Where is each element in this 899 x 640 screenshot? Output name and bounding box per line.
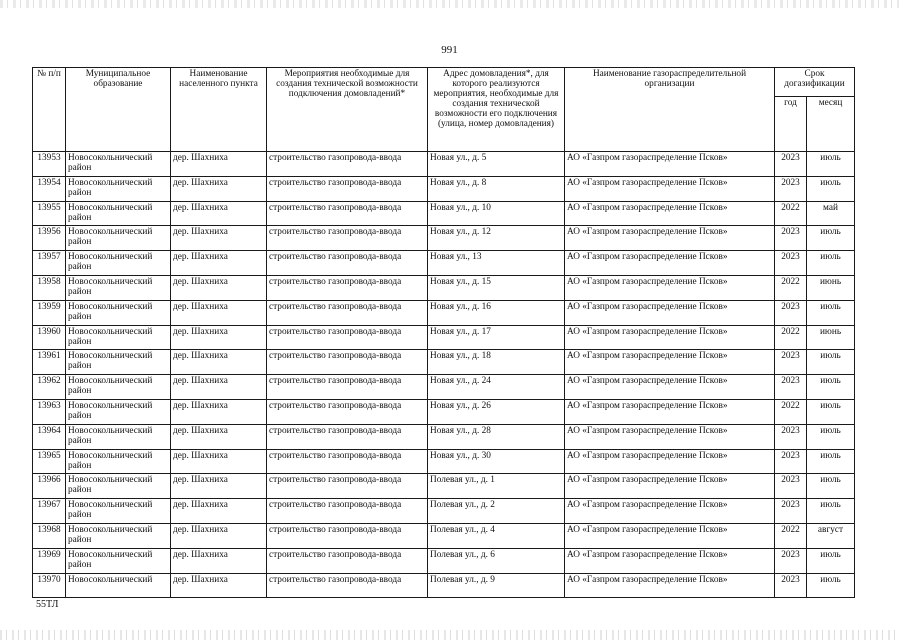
header-organization: Наименование газораспределительной организации — [565, 68, 775, 152]
cell-settlement: дер. Шахниха — [171, 275, 267, 300]
header-num: № п/п — [33, 68, 66, 152]
cell-year: 2022 — [775, 325, 807, 350]
cell-year: 2022 — [775, 523, 807, 548]
cell-organization: АО «Газпром газораспределение Псков» — [565, 251, 775, 276]
cell-num: 13962 — [33, 375, 66, 400]
cell-month: июль — [807, 300, 855, 325]
cell-municipality: Новосокольнический район — [66, 275, 171, 300]
gasification-table — [32, 67, 855, 598]
cell-address: Полевая ул., д. 4 — [428, 523, 565, 548]
table-row — [33, 499, 855, 524]
cell-measure: строительство газопровода-ввода — [267, 375, 428, 400]
cell-measure: строительство газопровода-ввода — [267, 523, 428, 548]
cell-municipality: Новосокольнический район — [66, 375, 171, 400]
table-row — [33, 350, 855, 375]
cell-settlement: дер. Шахниха — [171, 474, 267, 499]
cell-address: Новая ул., 13 — [428, 251, 565, 276]
cell-year: 2023 — [775, 548, 807, 573]
cell-month: июль — [807, 573, 855, 598]
table-row — [33, 251, 855, 276]
cell-year: 2023 — [775, 152, 807, 177]
cell-num: 13960 — [33, 325, 66, 350]
cell-address: Новая ул., д. 24 — [428, 375, 565, 400]
cell-address: Новая ул., д. 17 — [428, 325, 565, 350]
cell-month: июль — [807, 399, 855, 424]
cell-year: 2023 — [775, 226, 807, 251]
cell-settlement: дер. Шахниха — [171, 523, 267, 548]
cell-settlement: дер. Шахниха — [171, 226, 267, 251]
cell-year: 2023 — [775, 176, 807, 201]
cell-address: Новая ул., д. 10 — [428, 201, 565, 226]
cell-month: июнь — [807, 275, 855, 300]
cell-month: июль — [807, 226, 855, 251]
cell-num: 13966 — [33, 474, 66, 499]
cell-settlement: дер. Шахниха — [171, 300, 267, 325]
cell-organization: АО «Газпром газораспределение Псков» — [565, 424, 775, 449]
cell-address: Полевая ул., д. 1 — [428, 474, 565, 499]
cell-month: август — [807, 523, 855, 548]
cell-measure: строительство газопровода-ввода — [267, 399, 428, 424]
cell-year: 2023 — [775, 573, 807, 598]
cell-organization: АО «Газпром газораспределение Псков» — [565, 375, 775, 400]
cell-num: 13967 — [33, 499, 66, 524]
cell-measure: строительство газопровода-ввода — [267, 226, 428, 251]
cell-measure: строительство газопровода-ввода — [267, 251, 428, 276]
cell-num: 13955 — [33, 201, 66, 226]
cell-month: июль — [807, 152, 855, 177]
cell-num: 13957 — [33, 251, 66, 276]
cell-measure: строительство газопровода-ввода — [267, 152, 428, 177]
cell-month: июль — [807, 449, 855, 474]
table-row — [33, 523, 855, 548]
cell-measure: строительство газопровода-ввода — [267, 176, 428, 201]
cell-municipality: Новосокольнический район — [66, 548, 171, 573]
cell-settlement: дер. Шахниха — [171, 499, 267, 524]
cell-settlement: дер. Шахниха — [171, 176, 267, 201]
header-address: Адрес домовладения*, для которого реализуются мероприятия, необходимые для создания технической возможности его подключения (улица, номер домовладения) — [428, 68, 565, 152]
cell-measure: строительство газопровода-ввода — [267, 573, 428, 598]
cell-num: 13968 — [33, 523, 66, 548]
scan-edge-top — [0, 0, 899, 8]
cell-settlement: дер. Шахниха — [171, 424, 267, 449]
cell-organization: АО «Газпром газораспределение Псков» — [565, 275, 775, 300]
cell-municipality: Новосокольнический район — [66, 424, 171, 449]
cell-year: 2023 — [775, 499, 807, 524]
header-year: год — [775, 97, 807, 152]
cell-year: 2023 — [775, 251, 807, 276]
cell-num: 13965 — [33, 449, 66, 474]
cell-organization: АО «Газпром газораспределение Псков» — [565, 573, 775, 598]
page-number: 991 — [441, 44, 458, 56]
table-row — [33, 300, 855, 325]
cell-month: июль — [807, 548, 855, 573]
cell-measure: строительство газопровода-ввода — [267, 449, 428, 474]
cell-organization: АО «Газпром газораспределение Псков» — [565, 499, 775, 524]
header-month: месяц — [807, 97, 855, 152]
cell-municipality: Новосокольнический — [66, 573, 171, 598]
cell-settlement: дер. Шахниха — [171, 449, 267, 474]
cell-month: июль — [807, 375, 855, 400]
cell-measure: строительство газопровода-ввода — [267, 350, 428, 375]
cell-address: Новая ул., д. 26 — [428, 399, 565, 424]
cell-measure: строительство газопровода-ввода — [267, 275, 428, 300]
cell-municipality: Новосокольнический район — [66, 474, 171, 499]
header-deadline: Срок догазификации — [775, 68, 855, 97]
cell-municipality: Новосокольнический район — [66, 226, 171, 251]
cell-month: июль — [807, 350, 855, 375]
cell-organization: АО «Газпром газораспределение Псков» — [565, 449, 775, 474]
cell-municipality: Новосокольнический район — [66, 449, 171, 474]
cell-num: 13961 — [33, 350, 66, 375]
cell-year: 2023 — [775, 300, 807, 325]
cell-year: 2022 — [775, 201, 807, 226]
cell-settlement: дер. Шахниха — [171, 251, 267, 276]
cell-settlement: дер. Шахниха — [171, 152, 267, 177]
cell-year: 2023 — [775, 350, 807, 375]
cell-address: Полевая ул., д. 6 — [428, 548, 565, 573]
footer-code: 55ТЛ — [36, 599, 59, 610]
cell-num: 13956 — [33, 226, 66, 251]
cell-num: 13964 — [33, 424, 66, 449]
cell-month: июль — [807, 251, 855, 276]
table-row — [33, 548, 855, 573]
cell-month: июль — [807, 424, 855, 449]
cell-organization: АО «Газпром газораспределение Псков» — [565, 201, 775, 226]
cell-organization: АО «Газпром газораспределение Псков» — [565, 523, 775, 548]
cell-municipality: Новосокольнический район — [66, 201, 171, 226]
cell-address: Полевая ул., д. 9 — [428, 573, 565, 598]
header-municipality: Муниципальное образование — [66, 68, 171, 152]
cell-municipality: Новосокольнический район — [66, 152, 171, 177]
table-row — [33, 152, 855, 177]
cell-address: Новая ул., д. 8 — [428, 176, 565, 201]
cell-month: июнь — [807, 325, 855, 350]
cell-organization: АО «Газпром газораспределение Псков» — [565, 226, 775, 251]
cell-address: Полевая ул., д. 2 — [428, 499, 565, 524]
cell-municipality: Новосокольнический район — [66, 350, 171, 375]
table-row — [33, 399, 855, 424]
cell-year: 2023 — [775, 375, 807, 400]
scan-edge-bottom — [0, 630, 899, 640]
cell-municipality: Новосокольнический район — [66, 499, 171, 524]
cell-num: 13954 — [33, 176, 66, 201]
cell-settlement: дер. Шахниха — [171, 350, 267, 375]
cell-settlement: дер. Шахниха — [171, 573, 267, 598]
cell-address: Новая ул., д. 5 — [428, 152, 565, 177]
cell-year: 2023 — [775, 474, 807, 499]
cell-municipality: Новосокольнический район — [66, 399, 171, 424]
cell-address: Новая ул., д. 15 — [428, 275, 565, 300]
header-settlement: Наименование населенного пункта — [171, 68, 267, 152]
table-row — [33, 275, 855, 300]
cell-settlement: дер. Шахниха — [171, 548, 267, 573]
cell-municipality: Новосокольнический район — [66, 176, 171, 201]
cell-num: 13963 — [33, 399, 66, 424]
cell-settlement: дер. Шахниха — [171, 375, 267, 400]
cell-num: 13970 — [33, 573, 66, 598]
table-row — [33, 474, 855, 499]
table-body — [33, 152, 855, 598]
table-row — [33, 424, 855, 449]
cell-month: июль — [807, 176, 855, 201]
cell-address: Новая ул., д. 30 — [428, 449, 565, 474]
cell-measure: строительство газопровода-ввода — [267, 201, 428, 226]
table-row — [33, 226, 855, 251]
cell-organization: АО «Газпром газораспределение Псков» — [565, 300, 775, 325]
cell-num: 13958 — [33, 275, 66, 300]
cell-measure: строительство газопровода-ввода — [267, 424, 428, 449]
cell-organization: АО «Газпром газораспределение Псков» — [565, 325, 775, 350]
table-row — [33, 176, 855, 201]
cell-municipality: Новосокольнический район — [66, 523, 171, 548]
cell-address: Новая ул., д. 28 — [428, 424, 565, 449]
table-row — [33, 449, 855, 474]
cell-municipality: Новосокольнический район — [66, 300, 171, 325]
cell-year: 2023 — [775, 424, 807, 449]
cell-measure: строительство газопровода-ввода — [267, 300, 428, 325]
cell-organization: АО «Газпром газораспределение Псков» — [565, 350, 775, 375]
cell-organization: АО «Газпром газораспределение Псков» — [565, 176, 775, 201]
cell-settlement: дер. Шахниха — [171, 201, 267, 226]
cell-year: 2023 — [775, 449, 807, 474]
table-row — [33, 573, 855, 598]
cell-num: 13969 — [33, 548, 66, 573]
cell-measure: строительство газопровода-ввода — [267, 474, 428, 499]
cell-measure: строительство газопровода-ввода — [267, 325, 428, 350]
table-row — [33, 201, 855, 226]
cell-address: Новая ул., д. 12 — [428, 226, 565, 251]
cell-year: 2022 — [775, 275, 807, 300]
cell-num: 13953 — [33, 152, 66, 177]
cell-month: май — [807, 201, 855, 226]
cell-organization: АО «Газпром газораспределение Псков» — [565, 548, 775, 573]
cell-organization: АО «Газпром газораспределение Псков» — [565, 474, 775, 499]
cell-address: Новая ул., д. 16 — [428, 300, 565, 325]
cell-municipality: Новосокольнический район — [66, 325, 171, 350]
cell-municipality: Новосокольнический район — [66, 251, 171, 276]
cell-num: 13959 — [33, 300, 66, 325]
cell-settlement: дер. Шахниха — [171, 325, 267, 350]
cell-month: июль — [807, 474, 855, 499]
table-row — [33, 375, 855, 400]
cell-measure: строительство газопровода-ввода — [267, 548, 428, 573]
header-measures: Мероприятия необходимые для создания технической возможности подключения домовладений* — [267, 68, 428, 152]
table-row — [33, 325, 855, 350]
cell-month: июль — [807, 499, 855, 524]
cell-address: Новая ул., д. 18 — [428, 350, 565, 375]
cell-organization: АО «Газпром газораспределение Псков» — [565, 399, 775, 424]
cell-organization: АО «Газпром газораспределение Псков» — [565, 152, 775, 177]
cell-year: 2022 — [775, 399, 807, 424]
cell-measure: строительство газопровода-ввода — [267, 499, 428, 524]
cell-settlement: дер. Шахниха — [171, 399, 267, 424]
